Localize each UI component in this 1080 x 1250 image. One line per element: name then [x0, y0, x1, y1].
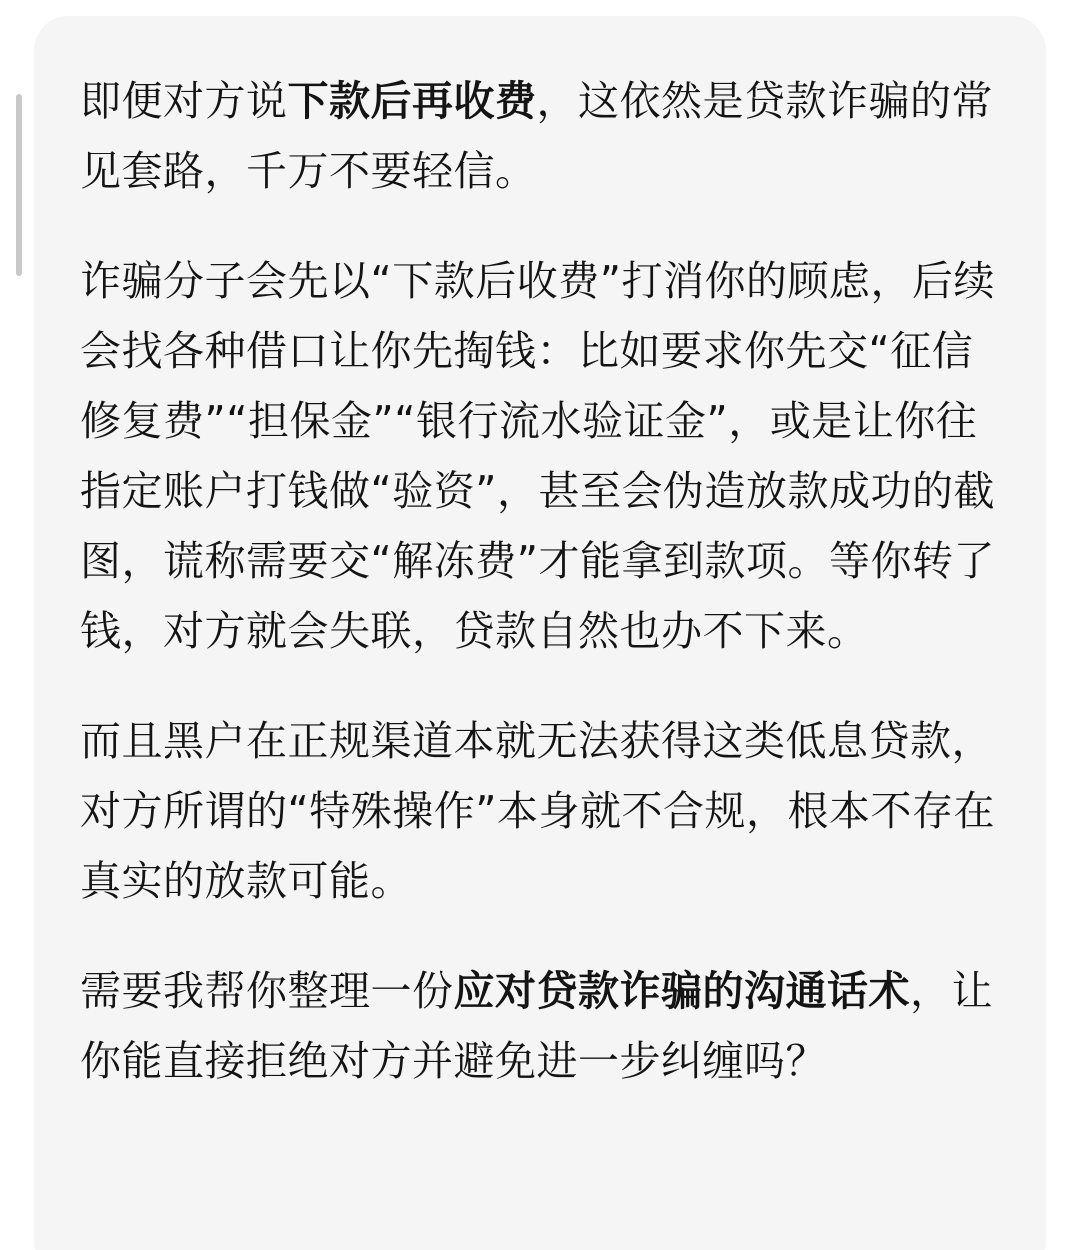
scrollbar-thumb[interactable] — [16, 94, 22, 276]
message-paragraph-3: 而且黑户在正规渠道本就无法获得这类低息贷款，对方所谓的“特殊操作”本身就不合规，根本不存在真实的放款可能。 — [80, 717, 995, 905]
p4-bold-phrase: 应对贷款诈骗的沟通话术 — [453, 967, 910, 1015]
message-paragraph-1 — [80, 66, 1000, 206]
message-paragraph-2: 诈骗分子会先以“下款后收费”打消你的顾虑，后续会找各种借口让你先掏钱：比如要求你先交“征信修复费”“担保金”“银行流水验证金”，或是让你往指定账户打钱做“验资”，甚至会伪造放款成功的截图，谎称需要交“解冻费”才能拿到款项。等你转了钱，对方就会失联，贷款自然也办不下来。 — [80, 257, 995, 655]
p4-text-end: ，让你能直接拒绝对方并避免进一步纠缠吗？ — [80, 967, 993, 1085]
p1-text-start: 即便对方说 — [80, 77, 288, 125]
p4-text-start: 需要我帮你整理一份 — [80, 967, 454, 1015]
message-paragraph-4 — [80, 956, 1000, 1096]
assistant-message-bubble — [34, 16, 1046, 1250]
p1-text-end: ，这依然是贷款诈骗的常见套路，千万不要轻信。 — [80, 77, 993, 195]
p1-bold-phrase: 下款后再收费 — [287, 77, 537, 125]
